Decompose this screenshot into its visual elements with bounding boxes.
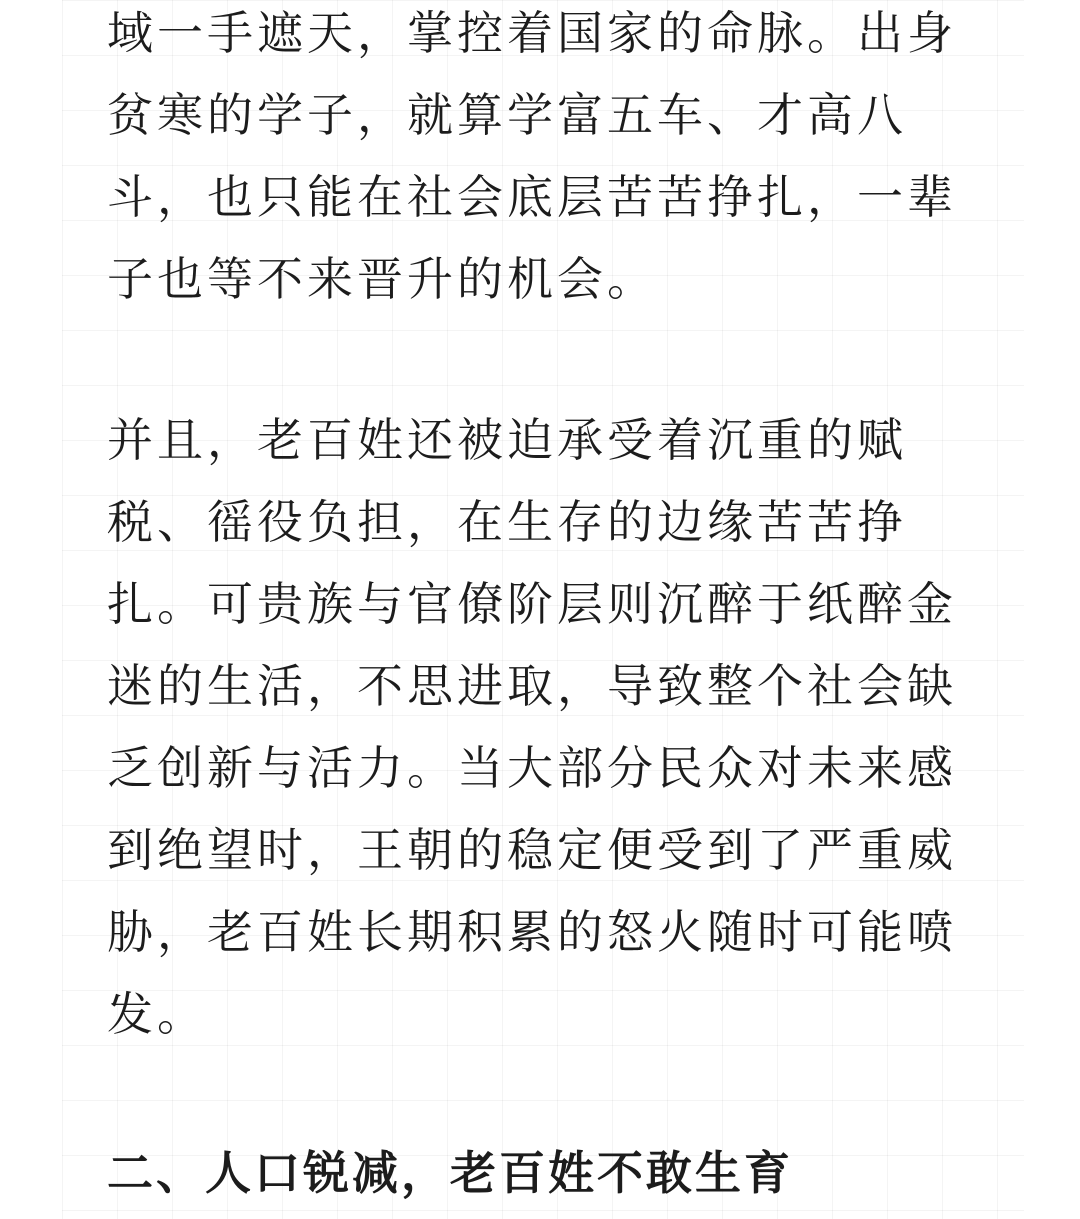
paragraph-2-line-6: 到绝望时，王朝的稳定便受到了严重威 [107, 823, 957, 877]
paragraph-1-line-1: 域一手遮天，掌控着国家的命脉。出身 [107, 6, 957, 60]
paragraph-2-line-2: 税、徭役负担，在生存的边缘苦苦挣 [107, 495, 907, 549]
paragraph-2-line-4: 迷的生活，不思进取，导致整个社会缺 [107, 659, 957, 713]
paragraph-2-line-5: 乏创新与活力。当大部分民众对未来感 [107, 741, 957, 795]
paragraph-2-line-3: 扎。可贵族与官僚阶层则沉醉于纸醉金 [107, 577, 957, 631]
paragraph-1-line-4: 子也等不来晋升的机会。 [107, 252, 657, 306]
section-heading: 二、人口锐减，老百姓不敢生育 [107, 1146, 793, 1200]
paragraph-2-line-7: 胁，老百姓长期积累的怒火随时可能喷 [107, 905, 957, 959]
paragraph-2-line-8: 发。 [107, 987, 207, 1041]
paragraph-1-line-3: 斗，也只能在社会底层苦苦挣扎，一辈 [107, 170, 957, 224]
paragraph-2-line-1: 并且，老百姓还被迫承受着沉重的赋 [107, 413, 907, 467]
paragraph-1-line-2: 贫寒的学子，就算学富五车、才高八 [107, 88, 907, 142]
